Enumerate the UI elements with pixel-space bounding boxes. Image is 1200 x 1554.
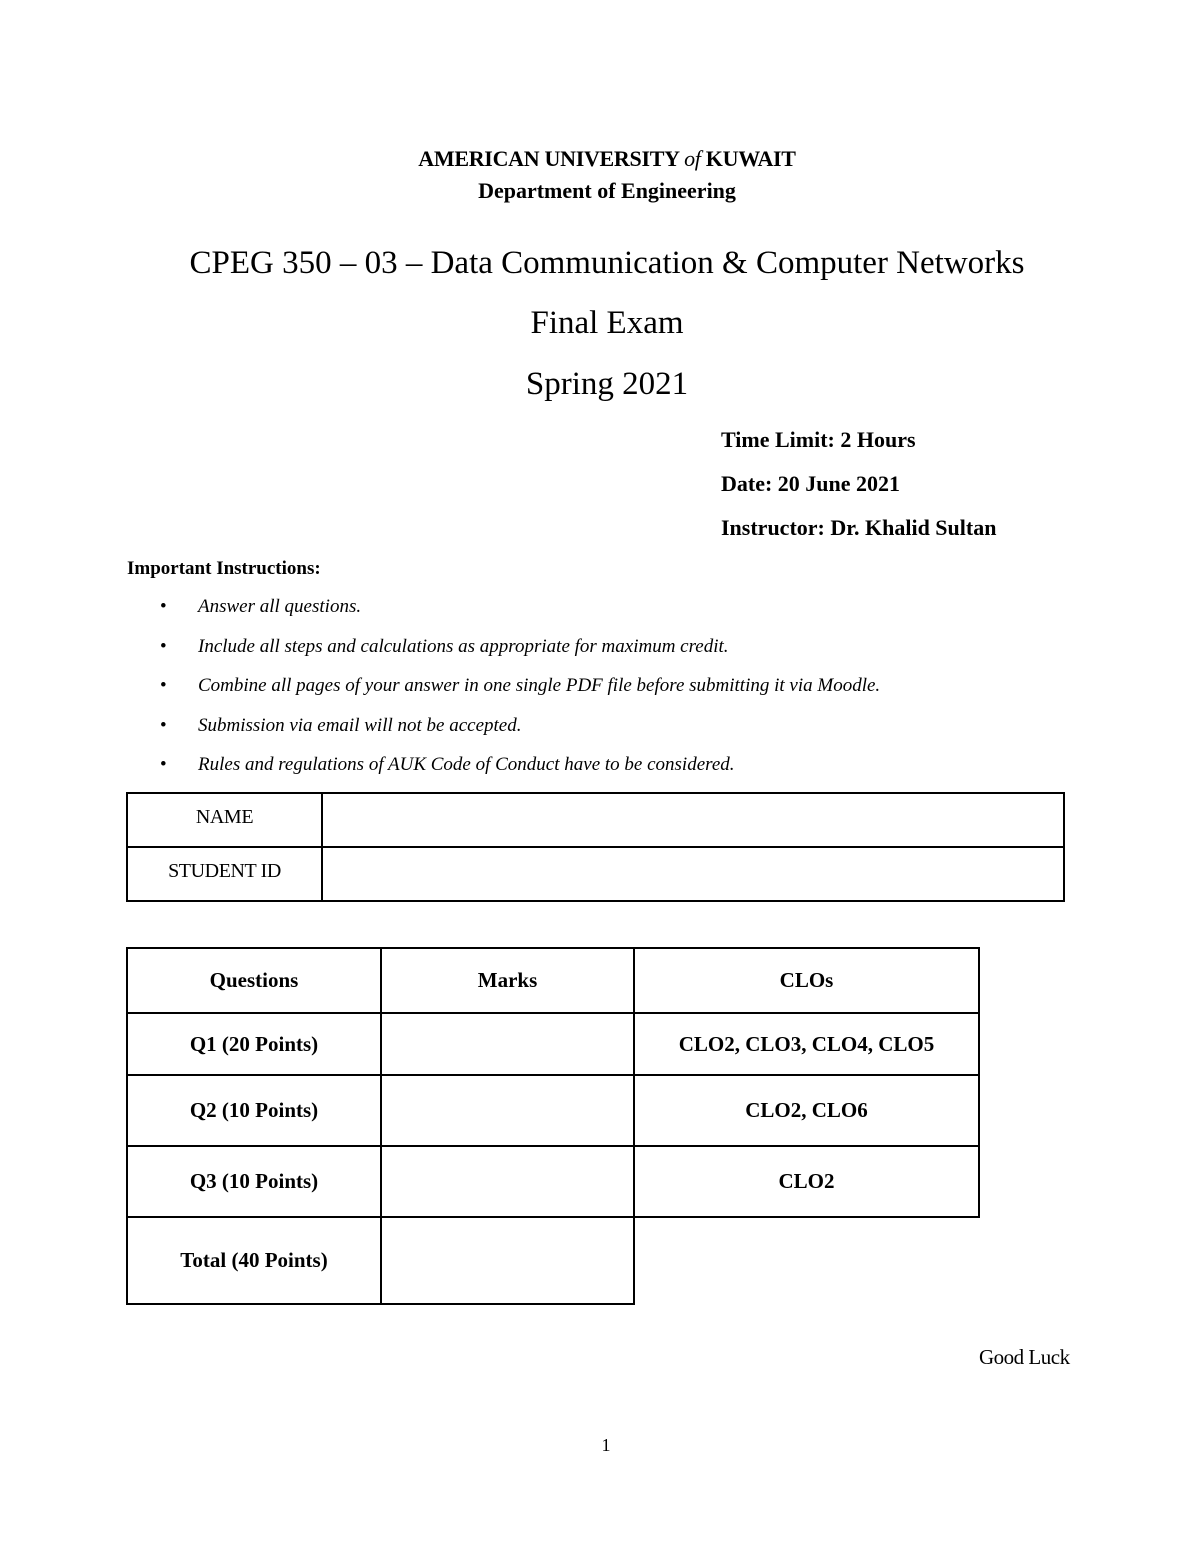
university-name-of: of xyxy=(684,146,701,171)
table-row xyxy=(127,1013,979,1075)
table-row xyxy=(127,1075,979,1146)
instruction-item xyxy=(160,594,880,634)
instruction-text: Rules and regulations of AUK Code of Conduct have to be considered. xyxy=(198,754,735,775)
table-header-row xyxy=(127,948,979,1013)
university-name-part: AMERICAN UNIVERSITY xyxy=(418,146,679,171)
time-limit: Time Limit: 2 Hours xyxy=(721,427,916,452)
instruction-text: Submission via email will not be accepted. xyxy=(198,714,522,736)
instruction-item xyxy=(160,713,880,753)
bullet-icon: • xyxy=(160,754,167,775)
bullet-icon: • xyxy=(160,675,167,696)
student-id-label: STUDENT ID xyxy=(127,847,322,901)
total-label: Total (40 Points) xyxy=(127,1217,381,1304)
instruction-item xyxy=(160,634,880,674)
instruction-text: Answer all questions. xyxy=(198,596,362,617)
total-row xyxy=(127,1217,979,1304)
instruction-text: Combine all pages of your answer in one single PDF file before submitting it via Moodle. xyxy=(198,675,881,696)
name-field[interactable] xyxy=(322,793,1064,847)
course-title: CPEG 350 – 03 – Data Communication & Computer Networks xyxy=(189,245,1025,281)
table-row xyxy=(127,1146,979,1217)
student-id-field[interactable] xyxy=(322,847,1064,901)
marks-cell[interactable] xyxy=(381,1075,634,1146)
empty-cell xyxy=(634,1217,979,1304)
name-row xyxy=(127,793,1064,847)
instruction-text: Include all steps and calculations as appropriate for maximum credit. xyxy=(198,635,729,657)
clos-cell: CLO2, CLO6 xyxy=(634,1075,979,1146)
question-cell: Q1 (20 Points) xyxy=(127,1013,381,1075)
instructions-list xyxy=(160,594,880,792)
exam-term: Spring 2021 xyxy=(525,366,689,402)
header-clos: CLOs xyxy=(634,948,979,1013)
clos-cell: CLO2, CLO3, CLO4, CLO5 xyxy=(634,1013,979,1075)
total-marks-cell[interactable] xyxy=(381,1217,634,1304)
instruction-item xyxy=(160,673,880,713)
department-name: Department of Engineering xyxy=(478,178,736,203)
instructions-heading: Important Instructions: xyxy=(127,558,321,579)
question-cell: Q3 (10 Points) xyxy=(127,1146,381,1217)
student-id-row xyxy=(127,847,1064,901)
marks-cell[interactable] xyxy=(381,1146,634,1217)
header-marks: Marks xyxy=(381,948,634,1013)
bullet-icon: • xyxy=(160,635,167,657)
university-name-part: KUWAIT xyxy=(705,146,796,171)
exam-date: Date: 20 June 2021 xyxy=(721,471,901,496)
exam-title: Final Exam xyxy=(530,305,684,341)
instructor: Instructor: Dr. Khalid Sultan xyxy=(721,515,997,540)
closing-text: Good Luck xyxy=(979,1345,1070,1369)
clos-cell: CLO2 xyxy=(634,1146,979,1217)
instruction-item xyxy=(160,752,880,792)
page-number: 1 xyxy=(601,1435,611,1455)
bullet-icon: • xyxy=(160,596,167,617)
question-cell: Q2 (10 Points) xyxy=(127,1075,381,1146)
header-questions: Questions xyxy=(127,948,381,1013)
marks-table xyxy=(126,947,980,1305)
bullet-icon: • xyxy=(160,714,167,736)
university-name xyxy=(0,145,1200,173)
marks-cell[interactable] xyxy=(381,1013,634,1075)
student-id-table xyxy=(126,792,1065,902)
name-label: NAME xyxy=(127,793,322,847)
